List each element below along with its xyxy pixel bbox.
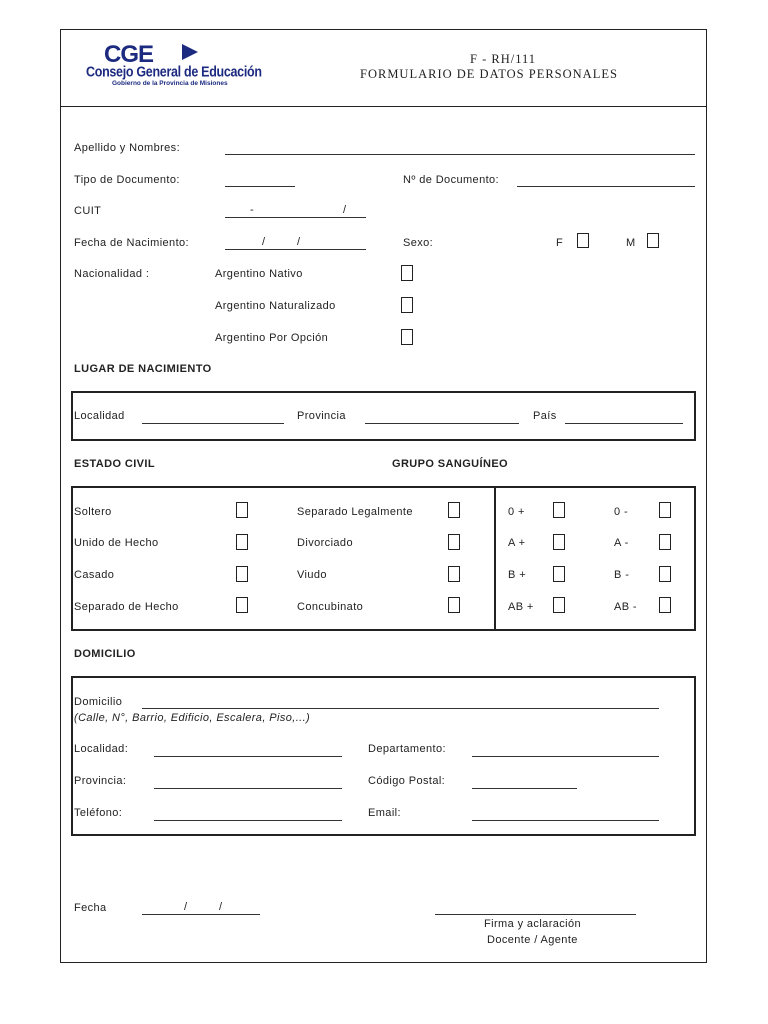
nationality-option: Argentino Naturalizado	[215, 300, 336, 312]
doc-number-label: Nº de Documento:	[403, 174, 500, 186]
civil-option: Separado de Hecho	[74, 601, 179, 613]
cuit-separator-dash: -	[250, 204, 254, 216]
civil-cohabiting-checkbox[interactable]	[448, 597, 460, 613]
civil-divorced-checkbox[interactable]	[448, 534, 460, 550]
address-department-field[interactable]	[472, 756, 659, 757]
blood-option: AB +	[508, 601, 534, 613]
civil-option: Divorciado	[297, 537, 353, 549]
sex-f-checkbox[interactable]	[577, 233, 589, 248]
sex-label: Sexo:	[403, 237, 434, 249]
sex-m-label: M	[626, 237, 636, 249]
blood-option: A -	[614, 537, 629, 549]
address-locality-field[interactable]	[154, 756, 342, 757]
nationality-native-checkbox[interactable]	[401, 265, 413, 281]
civil-option: Separado Legalmente	[297, 506, 413, 518]
blood-b-pos-checkbox[interactable]	[553, 566, 565, 582]
address-email-field[interactable]	[472, 820, 659, 821]
address-heading: DOMICILIO	[74, 648, 136, 660]
birthplace-heading: LUGAR DE NACIMIENTO	[74, 363, 212, 375]
birthplace-country-label: País	[533, 410, 557, 422]
blood-a-pos-checkbox[interactable]	[553, 534, 565, 550]
blood-option: B -	[614, 569, 630, 581]
doc-type-label: Tipo de Documento:	[74, 174, 180, 186]
civil-legally-separated-checkbox[interactable]	[448, 502, 460, 518]
nationality-option: Argentino Nativo	[215, 268, 303, 280]
address-street-label: Domicilio	[74, 696, 123, 708]
address-street-field[interactable]	[142, 708, 659, 709]
doc-number-field[interactable]	[517, 186, 695, 187]
birth-date-label: Fecha de Nacimiento:	[74, 237, 189, 249]
footer-date-field[interactable]	[142, 914, 260, 915]
birthplace-box	[71, 391, 696, 441]
blood-option: A +	[508, 537, 526, 549]
birth-date-separator: /	[262, 236, 266, 248]
birthplace-locality-field[interactable]	[142, 423, 284, 424]
civil-union-checkbox[interactable]	[236, 534, 248, 550]
signature-role: Docente / Agente	[487, 934, 578, 946]
nationality-option: Argentino Por Opción	[215, 332, 329, 344]
blood-0-pos-checkbox[interactable]	[553, 502, 565, 518]
org-subtitle: Gobierno de la Provincia de Misiones	[112, 80, 228, 87]
address-locality-label: Localidad:	[74, 743, 129, 755]
civil-married-checkbox[interactable]	[236, 566, 248, 582]
footer-date-separator: /	[184, 901, 188, 913]
address-street-hint: (Calle, N°, Barrio, Edificio, Escalera, Piso,...)	[74, 712, 311, 724]
footer-date-separator: /	[219, 901, 223, 913]
birth-date-separator: /	[297, 236, 301, 248]
footer-date-label: Fecha	[74, 902, 107, 914]
header-divider	[60, 106, 707, 107]
signature-label: Firma y aclaración	[484, 918, 582, 930]
nationality-naturalized-checkbox[interactable]	[401, 297, 413, 313]
civil-blood-divider	[494, 487, 496, 630]
nationality-label: Nacionalidad :	[74, 268, 150, 280]
address-phone-field[interactable]	[154, 820, 342, 821]
blood-option: 0 -	[614, 506, 629, 518]
address-email-label: Email:	[368, 807, 401, 819]
doc-type-field[interactable]	[225, 186, 295, 187]
civil-status-heading: ESTADO CIVIL	[74, 458, 155, 470]
address-postal-code-field[interactable]	[472, 788, 577, 789]
blood-b-neg-checkbox[interactable]	[659, 566, 671, 582]
blood-a-neg-checkbox[interactable]	[659, 534, 671, 550]
civil-option: Viudo	[297, 569, 327, 581]
form-title: FORMULARIO DE DATOS PERSONALES	[360, 67, 618, 81]
civil-option: Soltero	[74, 506, 112, 518]
civil-widowed-checkbox[interactable]	[448, 566, 460, 582]
blood-ab-pos-checkbox[interactable]	[553, 597, 565, 613]
birthplace-locality-label: Localidad	[74, 410, 125, 422]
civil-option: Concubinato	[297, 601, 364, 613]
org-name: Consejo General de Educación	[86, 64, 262, 81]
civil-separated-de-facto-checkbox[interactable]	[236, 597, 248, 613]
civil-option: Unido de Hecho	[74, 537, 159, 549]
sex-m-checkbox[interactable]	[647, 233, 659, 248]
name-field[interactable]	[225, 154, 695, 155]
name-label: Apellido y Nombres:	[74, 142, 181, 154]
address-department-label: Departamento:	[368, 743, 446, 755]
address-province-label: Provincia:	[74, 775, 127, 787]
signature-field[interactable]	[435, 914, 636, 915]
blood-option: 0 +	[508, 506, 525, 518]
civil-single-checkbox[interactable]	[236, 502, 248, 518]
cuit-label: CUIT	[74, 205, 102, 217]
nationality-option-checkbox[interactable]	[401, 329, 413, 345]
cuit-separator-slash: /	[343, 204, 347, 216]
blood-ab-neg-checkbox[interactable]	[659, 597, 671, 613]
address-phone-label: Teléfono:	[74, 807, 123, 819]
logo-mark: CGE	[104, 41, 154, 68]
blood-option: AB -	[614, 601, 637, 613]
blood-group-heading: GRUPO SANGUÍNEO	[392, 458, 509, 470]
address-postal-code-label: Código Postal:	[368, 775, 446, 787]
address-province-field[interactable]	[154, 788, 342, 789]
logo-arrow-icon	[182, 44, 198, 60]
blood-0-neg-checkbox[interactable]	[659, 502, 671, 518]
form-code: F - RH/111	[470, 52, 537, 66]
birthplace-country-field[interactable]	[565, 423, 683, 424]
sex-f-label: F	[556, 237, 564, 249]
blood-option: B +	[508, 569, 527, 581]
birthplace-province-field[interactable]	[365, 423, 519, 424]
cuit-field[interactable]	[225, 217, 366, 218]
birth-date-field[interactable]	[225, 249, 366, 250]
civil-option: Casado	[74, 569, 115, 581]
birthplace-province-label: Provincia	[297, 410, 346, 422]
